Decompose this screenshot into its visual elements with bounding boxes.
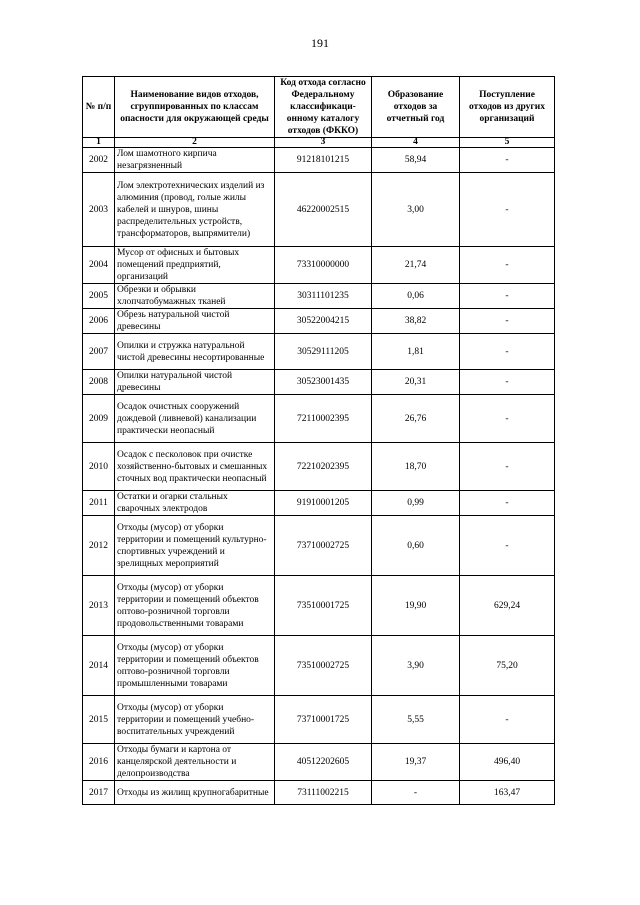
formation-amount: 38,82: [372, 309, 460, 334]
table-header-row: [83, 77, 555, 138]
table-row: [83, 696, 555, 744]
formation-amount: 0,99: [372, 491, 460, 516]
received-amount: -: [460, 148, 555, 173]
received-amount: -: [460, 309, 555, 334]
formation-amount: 5,55: [372, 696, 460, 744]
column-number: 1: [83, 138, 115, 148]
table-row: [83, 516, 555, 576]
row-number: 2007: [83, 334, 115, 370]
row-number: 2012: [83, 516, 115, 576]
page-number: 191: [311, 36, 329, 50]
fkko-code: 73310000000: [275, 247, 372, 284]
received-amount: -: [460, 696, 555, 744]
row-number: 2013: [83, 576, 115, 636]
header-formation: Образование отходов за отчетный год: [372, 77, 460, 138]
fkko-code: 40512202605: [275, 744, 372, 781]
row-number: 2010: [83, 443, 115, 491]
waste-name: Мусор от офисных и бытовых помещений предприятий, организаций: [115, 247, 275, 284]
header-waste-name: Наименование видов отходов, сгруппированных по классам опасности для окружающей среды: [115, 77, 275, 138]
row-number: 2003: [83, 173, 115, 247]
row-number: 2011: [83, 491, 115, 516]
row-number: 2004: [83, 247, 115, 284]
header-fkko-code: Код отхода согласно Федеральному классификаци-онному каталогу отходов (ФККО): [275, 77, 372, 138]
formation-amount: 3,00: [372, 173, 460, 247]
table-row: [83, 284, 555, 309]
fkko-code: 73510002725: [275, 636, 372, 696]
row-number: 2008: [83, 370, 115, 395]
received-amount: -: [460, 334, 555, 370]
row-number: 2002: [83, 148, 115, 173]
formation-amount: 26,76: [372, 395, 460, 443]
table-row: [83, 576, 555, 636]
table-row: [83, 247, 555, 284]
waste-name: Лом шамотного кирпича незагрязненный: [115, 148, 275, 173]
fkko-code: 46220002515: [275, 173, 372, 247]
row-number: 2009: [83, 395, 115, 443]
received-amount: 629,24: [460, 576, 555, 636]
column-number: 2: [115, 138, 275, 148]
table-row: [83, 309, 555, 334]
row-number: 2005: [83, 284, 115, 309]
waste-name: Опилки и стружка натуральной чистой древесины несортированные: [115, 334, 275, 370]
waste-name: Отходы из жилищ крупногабаритные: [115, 781, 275, 805]
received-amount: 75,20: [460, 636, 555, 696]
fkko-code: 73710002725: [275, 516, 372, 576]
formation-amount: 18,70: [372, 443, 460, 491]
formation-amount: 21,74: [372, 247, 460, 284]
column-number: 4: [372, 138, 460, 148]
fkko-code: 91218101215: [275, 148, 372, 173]
table-row: [83, 173, 555, 247]
column-number: 5: [460, 138, 555, 148]
waste-name: Осадок очистных сооружений дождевой (ливневой) канализации практически неопасный: [115, 395, 275, 443]
fkko-code: 30529111205: [275, 334, 372, 370]
table-row: [83, 636, 555, 696]
column-number: 3: [275, 138, 372, 148]
received-amount: -: [460, 247, 555, 284]
table-row: [83, 443, 555, 491]
fkko-code: 30523001435: [275, 370, 372, 395]
waste-name: Отходы (мусор) от уборки территории и помещений культурно-спортивных учреждений и зрелищных мероприятий: [115, 516, 275, 576]
header-received: Поступление отходов из других организаций: [460, 77, 555, 138]
row-number: 2016: [83, 744, 115, 781]
table-row: [83, 395, 555, 443]
fkko-code: 73710001725: [275, 696, 372, 744]
fkko-code: 30522004215: [275, 309, 372, 334]
table-row: [83, 781, 555, 805]
received-amount: -: [460, 395, 555, 443]
waste-name: Остатки и огарки стальных сварочных электродов: [115, 491, 275, 516]
header-number: № п/п: [83, 77, 115, 138]
fkko-code: 72210202395: [275, 443, 372, 491]
table-row: [83, 744, 555, 781]
waste-name: Отходы бумаги и картона от канцелярской деятельности и делопроизводства: [115, 744, 275, 781]
waste-name: Опилки натуральной чистой древесины: [115, 370, 275, 395]
fkko-code: 91910001205: [275, 491, 372, 516]
received-amount: -: [460, 284, 555, 309]
waste-name: Отходы (мусор) от уборки территории и помещений учебно-воспитательных учреждений: [115, 696, 275, 744]
table-row: [83, 148, 555, 173]
received-amount: 496,40: [460, 744, 555, 781]
waste-name: Отходы (мусор) от уборки территории и помещений объектов оптово-розничной торговли продовольственными товарами: [115, 576, 275, 636]
received-amount: -: [460, 516, 555, 576]
received-amount: -: [460, 173, 555, 247]
received-amount: 163,47: [460, 781, 555, 805]
waste-table: [82, 76, 555, 805]
formation-amount: 58,94: [372, 148, 460, 173]
table-row: [83, 491, 555, 516]
table-row: [83, 370, 555, 395]
waste-name: Лом электротехнических изделий из алюминия (провод, голые жилы кабелей и шнуров, шины распределительных устройств, трансформаторов, выпрямители): [115, 173, 275, 247]
formation-amount: 19,37: [372, 744, 460, 781]
row-number: 2015: [83, 696, 115, 744]
column-number-row: [83, 138, 555, 148]
waste-name: Обрезки и обрывки хлопчатобумажных тканей: [115, 284, 275, 309]
fkko-code: 72110002395: [275, 395, 372, 443]
formation-amount: 0,60: [372, 516, 460, 576]
formation-amount: 1,81: [372, 334, 460, 370]
formation-amount: 3,90: [372, 636, 460, 696]
received-amount: -: [460, 370, 555, 395]
row-number: 2014: [83, 636, 115, 696]
formation-amount: 19,90: [372, 576, 460, 636]
row-number: 2006: [83, 309, 115, 334]
fkko-code: 73510001725: [275, 576, 372, 636]
waste-name: Обрезь натуральной чистой древесины: [115, 309, 275, 334]
table-row: [83, 334, 555, 370]
received-amount: -: [460, 443, 555, 491]
waste-name: Отходы (мусор) от уборки территории и помещений объектов оптово-розничной торговли промышленными товарами: [115, 636, 275, 696]
fkko-code: 73111002215: [275, 781, 372, 805]
received-amount: -: [460, 491, 555, 516]
formation-amount: 20,31: [372, 370, 460, 395]
formation-amount: 0,06: [372, 284, 460, 309]
waste-name: Осадок с песколовок при очистке хозяйственно-бытовых и смешанных сточных вод практически неопасный: [115, 443, 275, 491]
row-number: 2017: [83, 781, 115, 805]
fkko-code: 30311101235: [275, 284, 372, 309]
formation-amount: -: [372, 781, 460, 805]
